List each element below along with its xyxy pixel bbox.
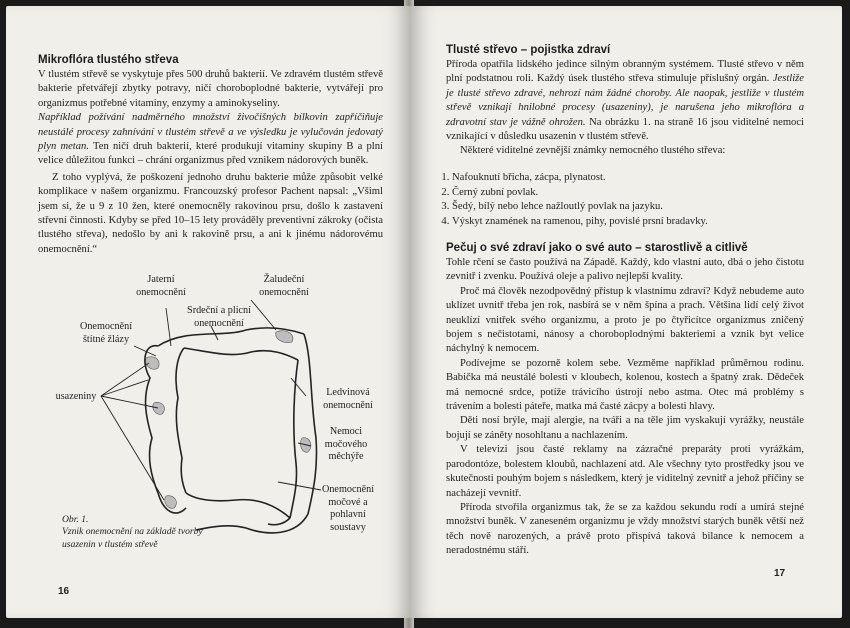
list-item: 4. Výskyt znamének na ramenou, pihy, povislé prsní bradavky. — [452, 215, 832, 230]
paragraph: Příroda stvořila organizmus tak, že se za každou sekundu rodí a umírá stejné množství buněk. V zaneseném organizmu je vždy množství starých buněk větší než těch nově narozených, a právě proto přispívá taková bilance k nemocem a neradostnému stáří. — [446, 501, 804, 557]
figure-caption — [62, 514, 212, 551]
list-item: 3. Šedý, bílý nebo lehce nažloutlý povlak na jazyku. — [452, 200, 832, 215]
label-stitne: Onemocnění štítné žlázy — [79, 321, 133, 345]
label-srdecni: Srdeční a plicní onemocnění — [187, 305, 251, 329]
left-page — [6, 6, 410, 618]
paragraph: Některé viditelné zevnější známky nemocného tlustého střeva: — [460, 145, 726, 157]
label-usazeniny: usazeniny — [55, 391, 97, 402]
page-number-right: 17 — [774, 568, 786, 579]
paragraph: Příroda opatřila lidského jedince silným obranným systémem. Tlusté střevo v něm plní podstatnou roli. Každý úsek tlustého střeva stimuluje příslušný orgán. Jestliže je tlusté střevo zdravé, nehrozí nám žádné choroby. Ale naopak, jestliže v tlustém střevě vznikají hnilobné procesy (usazeniny), je narušena jeho mikroflóra a zdravotní stav je vážně ohrožen. Na obrázku 1. na straně 16 jsou viditelné nemoci vznikající v důsledku usazenin v tlustém střevě. — [446, 59, 804, 143]
paragraph-italic: Například požívání nadměrného množství živočišných bílkovin zapříčiňuje neustálé procesy zahnívání v tlustém střevě a ve výsledku je vylučován jedovatý plyn metan. Ten ničí druh bakterií, které produkují vitaminy skupiny B a plní velice důležitou funkci – chrání organizmus před vznikem nádorových buněk. — [38, 112, 383, 167]
section-heading-mikroflora: Mikroflóra tlustého střeva — [38, 54, 179, 66]
paragraph: V tlustém střevě se vyskytuje přes 500 druhů bakterií. Ve zdravém tlustém střevě bakterie přetvářejí zbytky potravy, ničí choroboplodné bakterie, vytvářejí pro organizmus potřebné vitaminy, enzymy a aminokyseliny. — [38, 69, 383, 109]
left-body-text — [38, 68, 383, 257]
label-mocovy: Nemoci močového měchýře — [324, 426, 368, 463]
paragraph: Děti nosí brýle, mají alergie, na tváři a na těle jim vyskakují vyrážky, neustále bojují se záněty nosohltanu a nachlazením. — [446, 415, 804, 441]
label-pohlavni: Onemocnění močové a pohlavní soustavy — [321, 484, 375, 533]
paragraph: Tohle rčení se často používá na Západě. Každý, kdo vlastní auto, dbá o jeho čistotu zevnitř i zvenku. Používá oleje a palivo nejlepší kvality. — [446, 257, 804, 283]
list-item: 1. Nafouknutí břicha, zácpa, plynatost. — [452, 171, 832, 186]
section-heading-auto: Pečuj o své zdraví jako o své auto – starostlivě a citlivě — [446, 242, 748, 254]
page-number-left: 16 — [58, 586, 70, 597]
right-page — [410, 6, 842, 618]
right-body-text-2 — [446, 256, 804, 559]
caption-number: Obr. 1. — [62, 514, 89, 525]
caption-text: Vznik onemocnění na základě tvorby usazenin v tlustém střevě — [62, 526, 203, 550]
symptom-list — [418, 171, 832, 229]
label-ledvinova: Ledvinová onemocnění — [323, 387, 373, 411]
right-body-text-1 — [446, 58, 804, 159]
paragraph: Podívejme se pozorně kolem sebe. Vezměme například průměrnou rodinu. Babička má neustálé bolesti v kloubech, kolenou, kostech a špatný zrak. Dědeček má nemocné srdce, potíže trávicího ústrojí nebo astma. Otec má problémy s trávením a bolesti páteře, matka má časté zácpy a bolesti hlavy. — [446, 357, 804, 413]
section-heading-pojistka: Tlusté střevo – pojistka zdraví — [446, 44, 611, 56]
paragraph: Z toho vyplývá, že poškození jednoho druhu bakterie může způsobit velké komplikace v našem organizmu. Francouzský profesor Pachent napsal: „Všiml jsem si, že u 9 z 10 žen, které onemocněly rakovinou prsu, došlo k zastavení střevní činnosti. Kdyby se před 10–15 lety prováděly preventivní zákroky (očista tlustého střeva), nedošlo by ani k rakovině prsu, a ani k jinému nádorovému onemocnění.“ — [38, 171, 383, 255]
list-item: 2. Černý zubní povlak. — [452, 186, 832, 201]
label-jaterni: Jaterní onemocnění — [136, 274, 186, 298]
label-zaludecni: Žaludeční onemocnění — [259, 274, 309, 298]
paragraph: Proč má člověk nezodpovědný přístup k vlastnímu zdraví? Když nebudeme auto uklízet uvnitř třeba jen rok, nasbírá se v něm špína a prach. Většina lidí celý život neuklízí vnitřek svého organizmu, a proto je po čtyřicítce organizmus zničený bojem s nečistotami, nánosy a choroboplodnými bakteriemi a vznik byt velice náchylný k nemocem. — [446, 285, 804, 355]
paragraph: V televizi jsou časté reklamy na zázračné preparáty proti vyrážkám, parodontóze, bolestem kloubů, nachlazení atd. Ale všechny tyto prostředky jsou ve skutečnosti pouhým bojem s následkem, který je viditelný zevnitř a jehož příčiny se nacházejí vevnitř. — [446, 444, 804, 499]
